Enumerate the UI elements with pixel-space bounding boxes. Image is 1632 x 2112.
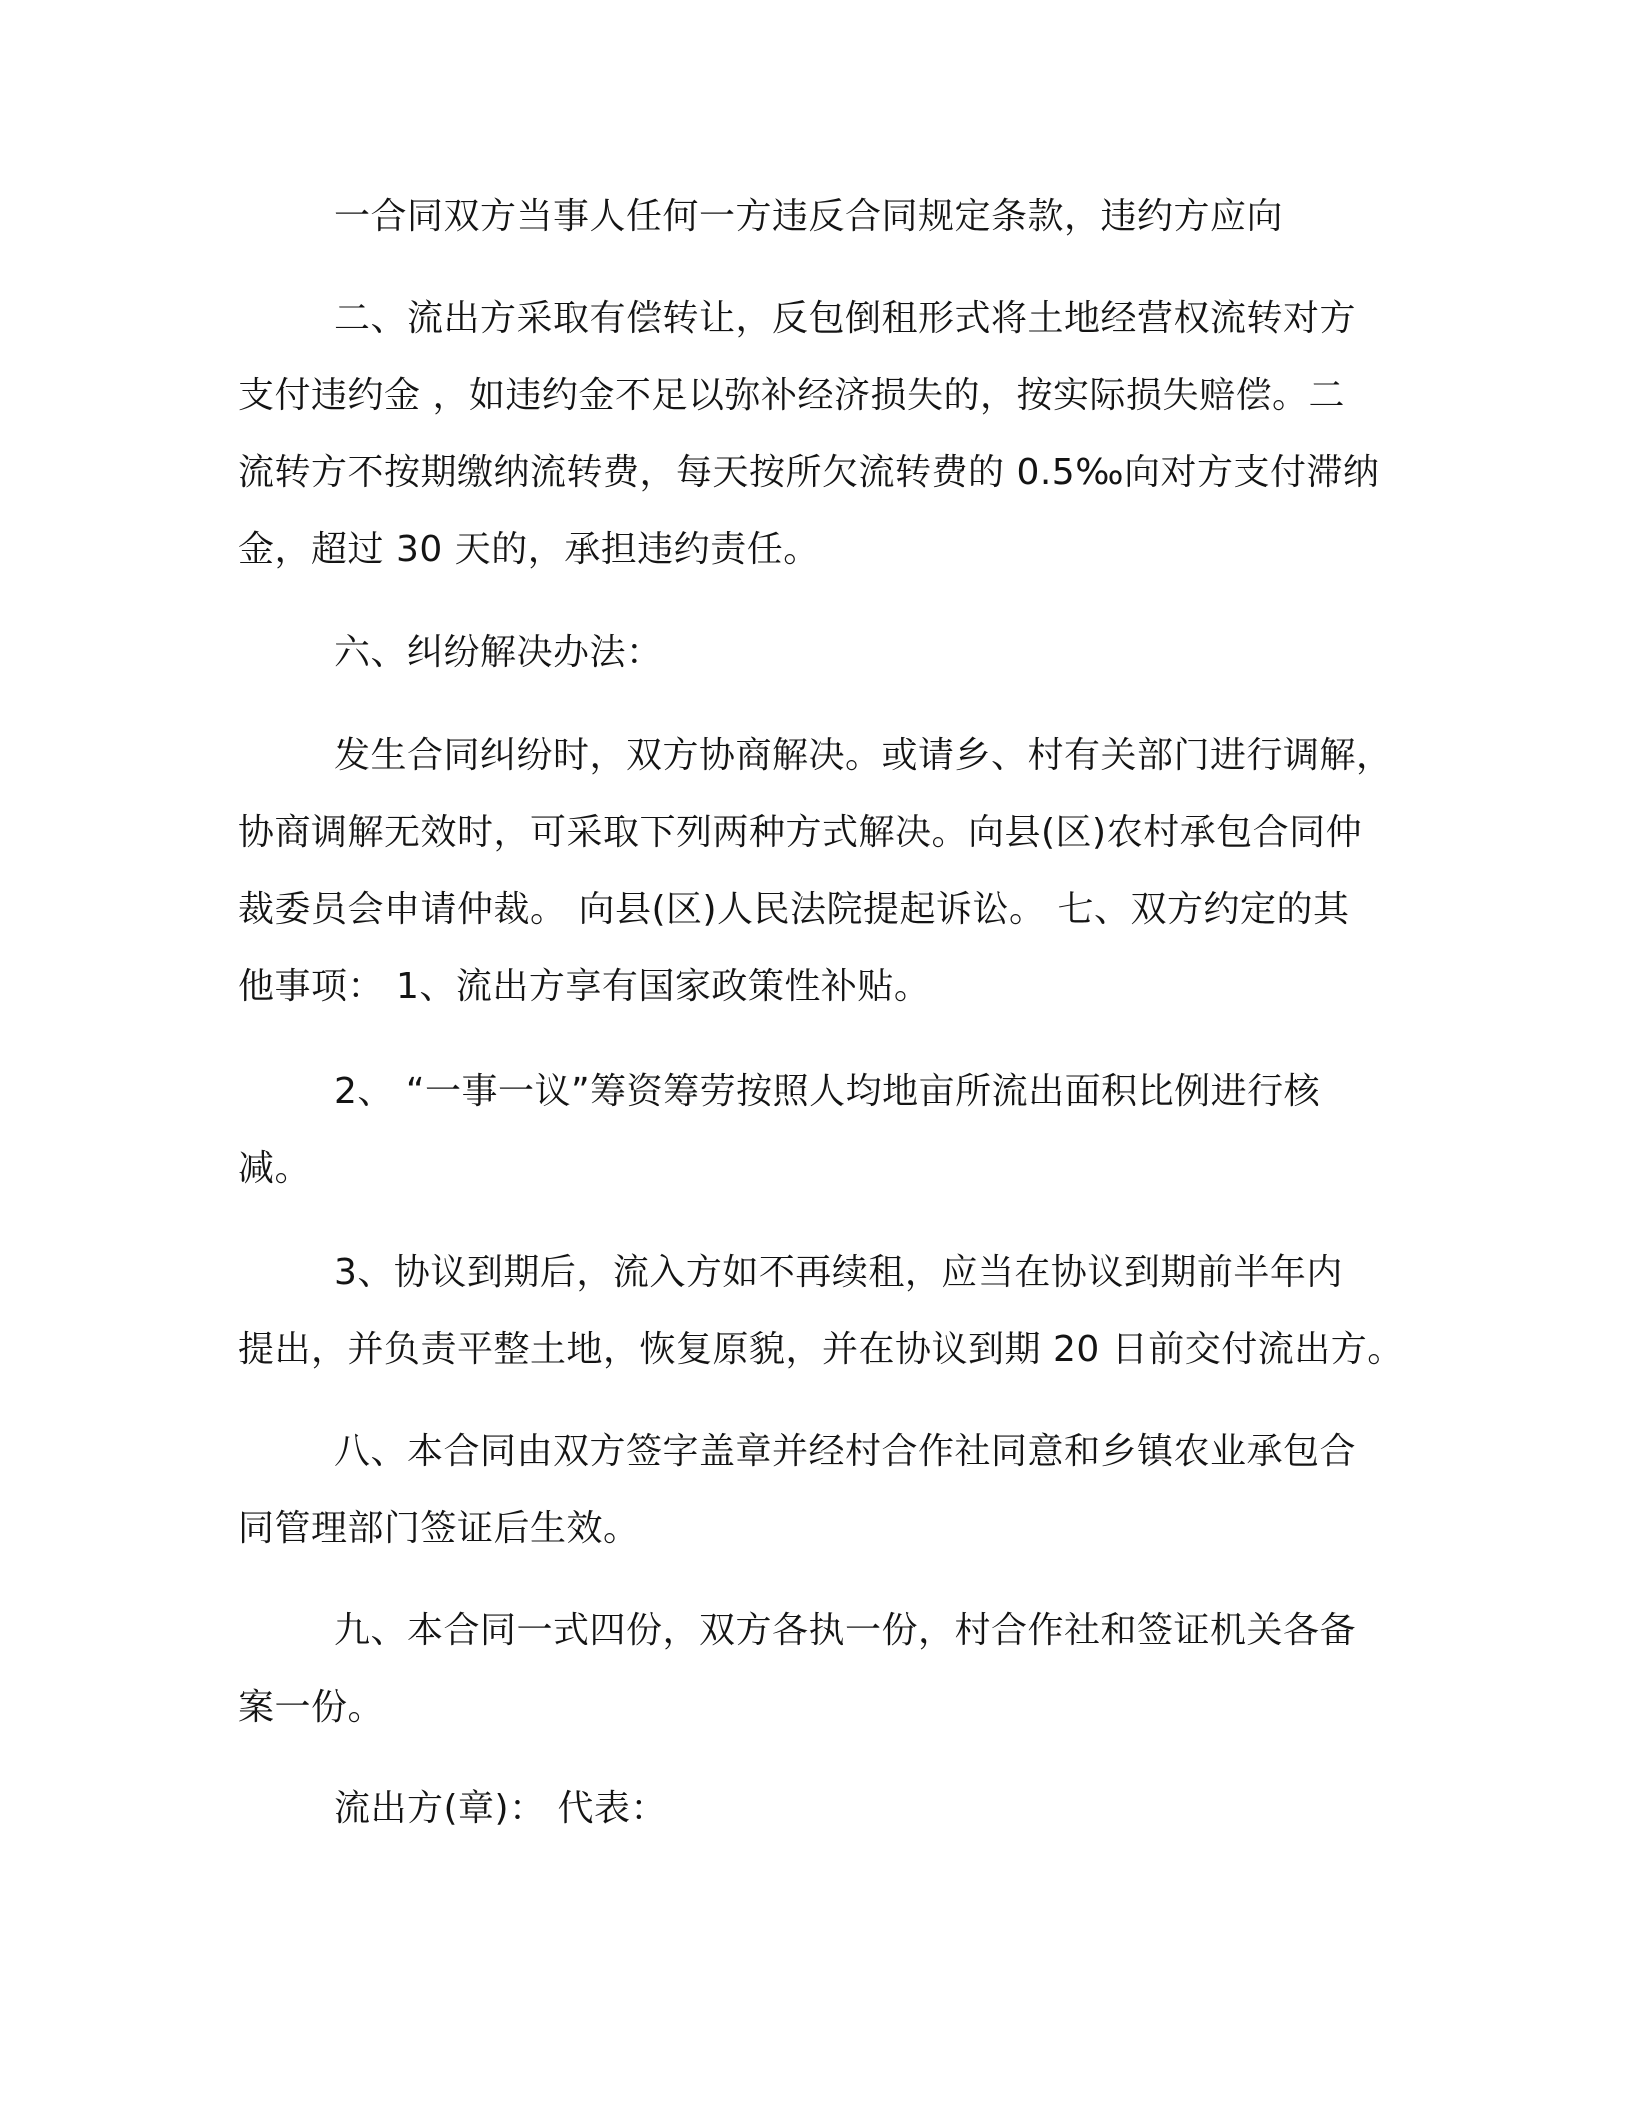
text-line: 他事项： 1、流出方享有国家政策性补贴。 (238, 966, 931, 1007)
text-line: 协商调解无效时，可采取下列两种方式解决。向县(区)农村承包合同仲 (238, 812, 1363, 853)
paragraph-item-3 (238, 1234, 1404, 1388)
text-line: 3、协议到期后，流入方如不再续租，应当在协议到期前半年内 (334, 1252, 1343, 1293)
text-line: 九、本合同一式四份，双方各执一份，村合作社和签证机关各备 (334, 1610, 1357, 1651)
text-line: 金，超过 30 天的，承担违约责任。 (238, 529, 820, 570)
text-line: 案一份。 (238, 1687, 385, 1728)
paragraph-copies (238, 1592, 1398, 1746)
text-line: 八、本合同由双方签字盖章并经村合作社同意和乡镇农业承包合 (334, 1431, 1357, 1472)
text-line: 提出，并负责平整土地，恢复原貌，并在协议到期 20 日前交付流出方。 (238, 1329, 1404, 1370)
text-line: 发生合同纠纷时，双方协商解决。或请乡、村有关部门进行调解， (334, 735, 1393, 776)
paragraph-effectiveness (238, 1413, 1398, 1567)
text-line: 2、 “一事一议”筹资筹劳按照人均地亩所流出面积比例进行核 (334, 1071, 1321, 1112)
paragraph-breach-intro (238, 178, 1398, 255)
paragraph-item-2 (238, 1053, 1398, 1207)
text-line: 流转方不按期缴纳流转费，每天按所欠流转费的 0.5‰向对方支付滞纳 (238, 452, 1380, 493)
paragraph-signature (238, 1770, 1398, 1847)
text-line: 流出方(章)： 代表： (334, 1788, 668, 1829)
paragraph-dispute-resolution (238, 717, 1398, 1025)
text-line: 六、纠纷解决办法： (334, 632, 663, 673)
paragraph-dispute-heading (238, 614, 1398, 691)
text-line: 减。 (238, 1148, 312, 1189)
text-line: 裁委员会申请仲裁。 向县(区)人民法院提起诉讼。 七、双方约定的其 (238, 889, 1350, 930)
text-line: 二、流出方采取有偿转让，反包倒租形式将土地经营权流转对方 (334, 298, 1357, 339)
paragraph-breach-penalty (238, 280, 1398, 588)
text-line: 支付违约金 ，如违约金不足以弥补经济损失的，按实际损失赔偿。二 (238, 375, 1345, 416)
text-line: 同管理部门签证后生效。 (238, 1508, 640, 1549)
text-line: 一合同双方当事人任何一方违反合同规定条款，违约方应向 (334, 196, 1284, 237)
